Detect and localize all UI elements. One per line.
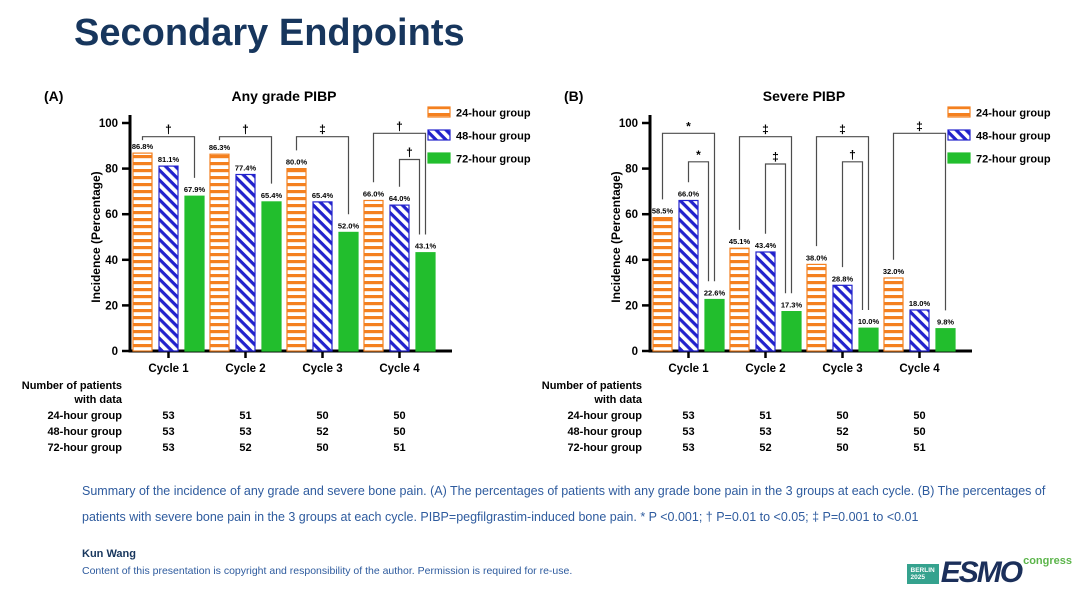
bar-value-label: 52.0% [337,221,360,231]
bar [884,278,903,351]
table-cell: 50 [393,410,406,422]
y-axis-label: Incidence (Percentage) [609,171,623,303]
x-category-label: Cycle 2 [225,363,266,375]
esmo-wordmark: ESMO [940,556,1022,589]
bar-value-label: 77.4% [234,163,257,173]
copyright-text: Content of this presentation is copyright and responsibility of the author. Permission is required for re-use. [82,565,573,577]
x-category-label: Cycle 1 [668,363,709,375]
table-cell: 53 [759,426,772,438]
table-cell: 52 [239,442,252,454]
berlin-2025-badge [907,564,939,584]
bar [807,264,826,351]
bar [833,285,852,351]
chart-panel-a [18,83,558,468]
bar-value-label: 45.1% [728,237,751,247]
table-header: with data [74,394,122,406]
table-cell: 53 [682,410,695,422]
y-tick-label: 60 [105,209,118,222]
badge-year: 2025 [910,574,925,581]
table-cell: 51 [239,410,252,422]
y-tick-label: 80 [105,163,118,176]
y-tick-label: 20 [625,300,638,313]
panel-label: (A) [44,88,64,104]
legend-swatch [428,107,450,117]
table-cell: 53 [162,426,175,438]
chart-panel-b [538,83,1078,468]
congress-label: congress [1023,555,1072,567]
chart-title: Any grade PIBP [231,88,337,104]
significance-symbol: † [406,145,413,160]
bar-value-label: 58.5% [651,206,674,216]
y-tick-label: 40 [105,254,118,267]
legend-swatch [948,107,970,117]
table-cell: 50 [393,426,406,438]
patients-table [22,380,406,454]
bar [782,312,801,351]
y-tick-label: 60 [625,209,638,222]
bar-value-label: 65.4% [311,190,334,200]
bar [133,153,152,351]
y-tick-label: 100 [618,118,638,130]
bar-value-label: 9.8% [936,317,955,327]
significance-symbol: ‡ [839,122,846,137]
table-cell: 50 [836,410,849,422]
y-tick-label: 40 [625,254,638,267]
bar-value-label: 22.6% [703,288,726,298]
table-row-label: 48-hour group [47,426,122,438]
x-category-label: Cycle 4 [379,363,420,375]
bar [910,310,929,351]
significance-symbol: † [165,122,172,137]
table-cell: 50 [913,410,926,422]
table-header: with data [594,394,642,406]
summary-text: Summary of the incidence of any grade and severe bone pain. (A) The percentages of patients with any grade bone pain in the 3 groups at each cycle. (B) The percentages of patients with severe bone pain in the 3 groups at each cycle. PIBP=pegfilgrastim-induced bone pain. * P <0.001; † P=0.01 to <0.05; ‡ P=0.001 to <0.01 [82,484,1046,524]
bar [159,166,178,351]
bar [339,232,358,351]
x-category-label: Cycle 3 [822,363,863,375]
bar [262,202,281,351]
bar [936,329,955,351]
bar [210,154,229,351]
bar-value-label: 17.3% [780,300,803,310]
legend-label: 48-hour group [456,130,531,143]
table-cell: 53 [682,442,695,454]
legend-label: 24-hour group [976,107,1051,120]
bar-value-label: 81.1% [157,155,180,165]
bar [859,328,878,351]
bar [364,201,383,352]
x-category-label: Cycle 3 [302,363,343,375]
legend-label: 48-hour group [976,130,1051,143]
table-header: Number of patients [21,380,122,392]
table-header: Number of patients [541,380,642,392]
table-cell: 51 [913,442,926,454]
bar-value-label: 66.0% [677,189,700,199]
bar-chart [538,83,1078,463]
bar-value-label: 43.4% [754,241,777,250]
esmo-congress-logo [907,556,1072,590]
table-cell: 53 [682,426,695,438]
y-tick-label: 20 [105,300,118,313]
bar [313,202,332,351]
bar-value-label: 67.9% [183,185,206,195]
significance-symbol: ‡ [916,119,923,134]
x-category-label: Cycle 4 [899,363,940,375]
x-category-label: Cycle 1 [148,363,189,375]
table-cell: 50 [316,410,329,422]
legend-label: 72-hour group [976,153,1051,166]
bar [416,253,435,351]
bar-value-label: 28.8% [831,274,854,284]
bar-value-label: 10.0% [857,317,880,327]
significance-symbol: † [242,122,249,137]
significance-symbol: † [849,147,856,162]
chart-title: Severe PIBP [762,88,846,104]
bar-value-label: 66.0% [362,189,385,199]
bar-value-label: 43.1% [414,241,437,251]
significance-symbol: ‡ [762,122,769,137]
bar [730,248,749,351]
table-cell: 53 [162,442,175,454]
table-row-label: 24-hour group [47,410,122,422]
author-name: Kun Wang [82,548,136,560]
table-cell: 50 [836,442,849,454]
y-axis-label: Incidence (Percentage) [89,171,103,303]
significance-symbol: ‡ [772,150,779,164]
y-tick-label: 0 [111,346,118,358]
slide-title: Secondary Endpoints [74,12,465,54]
bar [756,252,775,351]
bar [390,205,409,351]
significance-symbol: * [686,119,691,134]
significance-symbol: ‡ [319,122,326,137]
table-cell: 50 [316,442,329,454]
table-cell: 52 [759,442,772,454]
table-row-label: 24-hour group [567,410,642,422]
table-cell: 51 [393,442,406,454]
patients-table [542,380,926,454]
bar-chart [18,83,558,463]
legend-swatch [948,153,970,163]
bar-value-label: 86.8% [131,142,154,152]
bar-value-label: 32.0% [882,267,905,276]
table-cell: 52 [836,426,849,438]
table-cell: 50 [913,426,926,438]
bar [185,196,204,351]
legend-swatch [948,130,970,140]
bar-value-label: 65.4% [260,190,283,200]
table-cell: 53 [239,426,252,438]
bar-value-label: 80.0% [285,157,308,167]
legend-swatch [428,130,450,140]
y-tick-label: 80 [625,163,638,176]
table-cell: 53 [162,410,175,422]
table-row-label: 72-hour group [567,442,642,454]
y-tick-label: 0 [631,346,638,358]
table-cell: 52 [316,426,329,438]
table-row-label: 48-hour group [567,426,642,438]
bar [653,218,672,351]
bar [679,201,698,352]
x-category-label: Cycle 2 [745,363,786,375]
legend-label: 72-hour group [456,153,531,166]
table-row-label: 72-hour group [47,442,122,454]
significance-symbol: † [396,119,403,134]
badge-city: BERLIN [910,567,935,574]
bar [705,300,724,352]
bar [236,175,255,352]
panel-label: (B) [564,88,584,104]
bar-value-label: 64.0% [388,194,411,204]
bar-value-label: 86.3% [208,143,231,153]
legend-swatch [428,153,450,163]
bar-value-label: 18.0% [908,299,931,308]
table-cell: 51 [759,410,772,422]
bar [287,169,306,351]
y-tick-label: 100 [98,118,118,130]
bar-value-label: 38.0% [805,253,828,263]
significance-symbol: * [696,147,701,162]
legend-label: 24-hour group [456,107,531,120]
